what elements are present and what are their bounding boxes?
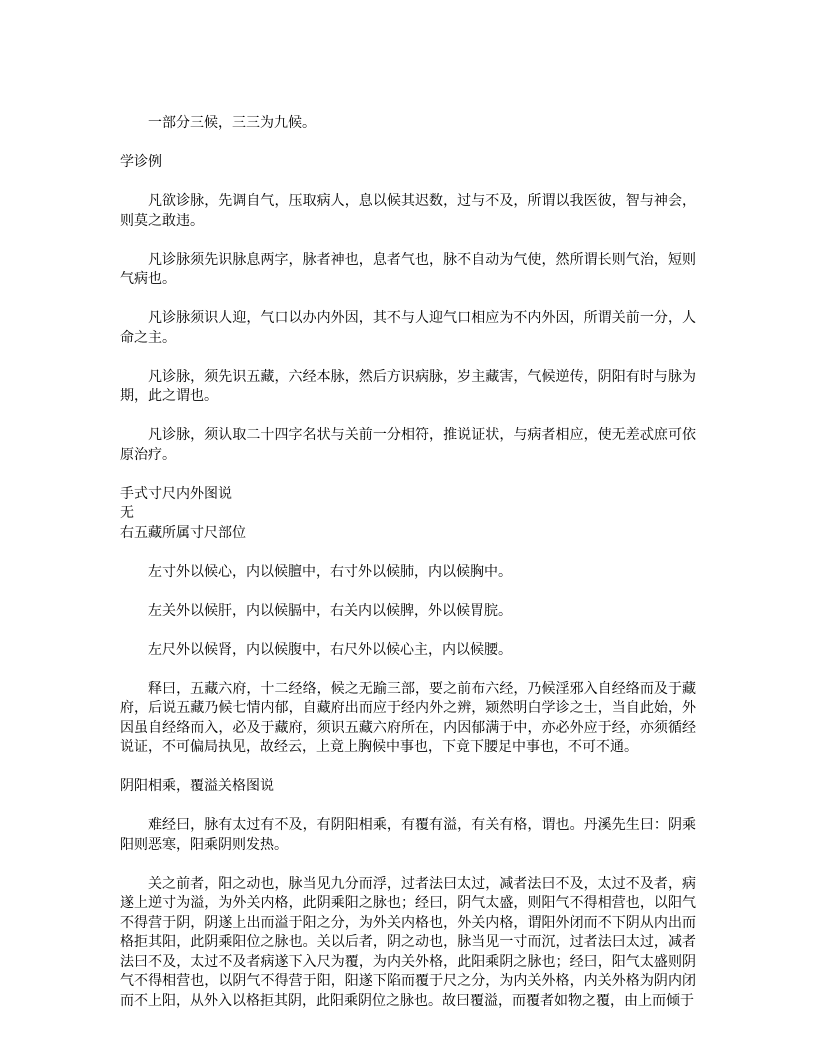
paragraph: 凡欲诊脉，先调自气，压取病人，息以候其迟数，过与不及，所谓以我医彼，智与神会，则莫之敢违。 bbox=[120, 193, 696, 229]
paragraph: 凡诊脉，须认取二十四字名状与关前一分相符，推说证状，与病者相应，使无差忒庶可依原治疗。 bbox=[120, 427, 696, 463]
paragraph: 凡诊脉，须先识五藏，六经本脉，然后方识病脉，岁主藏害，气候逆传，阴阳有时与脉为期，此之谓也。 bbox=[120, 368, 696, 404]
paragraph: 关之前者，阳之动也，脉当见九分而浮，过者法曰太过，减者法曰不及，太过不及者，病遂上逆寸为溢，为外关内格，此阴乘阳之脉也；经曰，阴气太盛，则阳气不得相营也，以阳气不得营于阴，阴遂上出而溢于阳之分，为外关内格也，外关内格，谓阳外闭而不下阴从内出而格拒其阳，此阴乘阳位之脉也。关以后者，阴之动也，脉当见一寸而沉，过者法曰太过，减者法曰不及，太过不及者病遂下入尺为覆，为内关外格，此阳乘阴之脉也；经曰，阳气太盛则阴气不得相营也，以阴气不得营于阳，阳遂下陷而覆于尺之分，为内关外格，内关外格为阴内闭而不上阳，从外入以格拒其阴，此阳乘阴位之脉也。故曰覆溢，而覆者如物之覆，由上而倾于 bbox=[120, 875, 696, 1009]
paragraph: 难经曰，脉有太过有不及，有阴阳相乘，有覆有溢，有关有格，谓也。丹溪先生曰：阴乘阳则恶寒，阳乘阴则发热。 bbox=[120, 817, 696, 853]
paragraph: 左寸外以候心，内以候膻中，右寸外以候肺，内以候胸中。 bbox=[148, 563, 512, 580]
paragraph: 一部分三候，三三为九候。 bbox=[148, 115, 316, 131]
section-heading: 阴阳相乘，覆溢关格图说 bbox=[120, 778, 274, 794]
section-heading: 右五藏所属寸尺部位 bbox=[120, 524, 246, 541]
paragraph: 凡诊脉须先识脉息两字，脉者神也，息者气也，脉不自动为气使，然所谓长则气治，短则气病也。 bbox=[120, 251, 696, 287]
section-heading: 手式寸尺内外图说 bbox=[120, 485, 232, 502]
paragraph: 左关外以候肝，内以候膈中，右关内以候脾，外以候胃脘。 bbox=[148, 602, 512, 619]
document-page bbox=[120, 114, 696, 1031]
paragraph: 左尺外以候肾，内以候腹中，右尺外以候心主，内以候腰。 bbox=[148, 641, 512, 658]
section-note: 无 bbox=[120, 505, 134, 521]
section-heading: 学诊例 bbox=[120, 154, 162, 170]
paragraph: 凡诊脉须识人迎，气口以办内外因，其不与人迎气口相应为不内外因，所谓关前一分，人命之主。 bbox=[120, 310, 696, 346]
paragraph: 释曰，五藏六府，十二经络，候之无踰三部，要之前布六经，乃候淫邪入自经络而及于藏府，后说五藏乃候七情内郁，自藏府出而应于经内外之辨，颎然明白学诊之士，当自此始，外因虽自经络而入，必及于藏府，须识五藏六府所在，内因郁满于中，亦必外应于经，亦须循经说证，不可偏局执见，故经云，上竟上胸候中事也，下竟下腰足中事也，不可不通。 bbox=[120, 680, 696, 755]
